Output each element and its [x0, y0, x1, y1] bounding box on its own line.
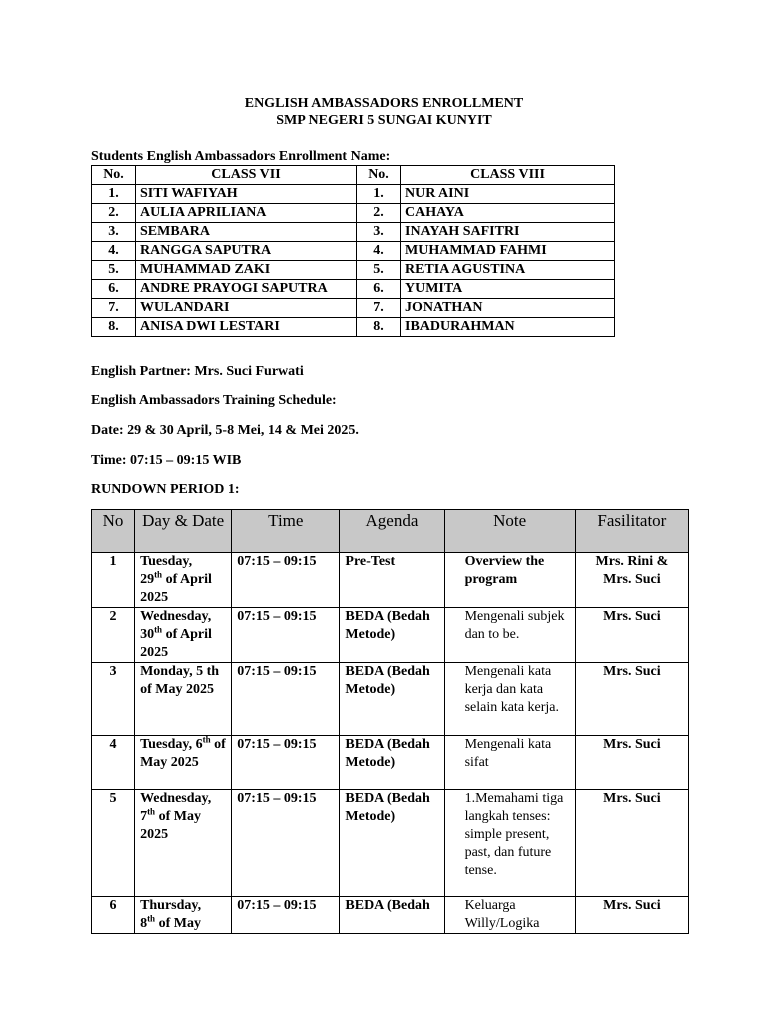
- class7-no: 4.: [92, 242, 136, 261]
- day-month-year: of April 2025: [140, 627, 212, 660]
- day-month-year: of May: [155, 916, 201, 931]
- table-row: [92, 553, 689, 608]
- class8-student-name: IBADURAHMAN: [401, 318, 615, 337]
- col-fasilitator: Fasilitator: [575, 510, 688, 553]
- day-ordinal-suffix: th: [147, 913, 156, 924]
- day-ordinal-suffix: th: [147, 806, 156, 817]
- class8-no: 5.: [357, 261, 401, 280]
- class7-student-name: RANGGA SAPUTRA: [136, 242, 357, 261]
- class7-no: 7.: [92, 299, 136, 318]
- class8-student-name: RETIA AGUSTINA: [401, 261, 615, 280]
- row-agenda: Pre-Test: [340, 553, 444, 608]
- col-no-8: No.: [357, 166, 401, 185]
- table-row: [92, 790, 689, 897]
- class7-student-name: SITI WAFIYAH: [136, 185, 357, 204]
- row-day-date: [135, 663, 232, 736]
- row-note: Overview the program: [444, 553, 575, 608]
- class8-no: 6.: [357, 280, 401, 299]
- row-fasilitator: Mrs. Rini & Mrs. Suci: [575, 553, 688, 608]
- class8-student-name: NUR AINI: [401, 185, 615, 204]
- table-row: [92, 280, 615, 299]
- row-note: Mengenali kata kerja dan kata selain kata kerja.: [444, 663, 575, 736]
- class7-no: 8.: [92, 318, 136, 337]
- english-partner: English Partner: Mrs. Suci Furwati: [91, 364, 304, 379]
- col-class8: CLASS VIII: [401, 166, 615, 185]
- school-name: SMP NEGERI 5 SUNGAI KUNYIT: [276, 113, 492, 128]
- day-text: Tuesday,: [140, 737, 196, 752]
- class8-student-name: INAYAH SAFITRI: [401, 223, 615, 242]
- row-note: Mengenali subjek dan to be.: [444, 608, 575, 663]
- rundown-table: [91, 509, 689, 934]
- row-fasilitator: Mrs. Suci: [575, 790, 688, 897]
- col-agenda: Agenda: [340, 510, 444, 553]
- row-day-date: [135, 736, 232, 790]
- row-time: 07:15 – 09:15: [232, 897, 340, 934]
- row-fasilitator: Mrs. Suci: [575, 736, 688, 790]
- day-text: Wednesday,: [140, 791, 212, 806]
- class8-no: 8.: [357, 318, 401, 337]
- day-number: 7: [140, 809, 148, 824]
- rundown-label: RUNDOWN PERIOD 1:: [91, 482, 240, 497]
- schedule-label: English Ambassadors Training Schedule:: [91, 393, 337, 408]
- table-row: [92, 204, 615, 223]
- class8-no: 1.: [357, 185, 401, 204]
- table-row: [92, 663, 689, 736]
- col-no: No: [92, 510, 135, 553]
- row-day-date: [135, 897, 232, 934]
- col-time: Time: [232, 510, 340, 553]
- class8-no: 2.: [357, 204, 401, 223]
- row-time: 07:15 – 09:15: [232, 790, 340, 897]
- class7-student-name: WULANDARI: [136, 299, 357, 318]
- class8-no: 3.: [357, 223, 401, 242]
- enrollment-table: [91, 165, 615, 337]
- col-day-date: Day & Date: [135, 510, 232, 553]
- day-ordinal-suffix: th: [154, 569, 163, 580]
- col-no-7: No.: [92, 166, 136, 185]
- day-number: 8: [140, 916, 148, 931]
- table-row: [92, 318, 615, 337]
- row-day-date: [135, 553, 232, 608]
- schedule-date: Date: 29 & 30 April, 5-8 Mei, 14 & Mei 2025.: [91, 423, 359, 438]
- row-fasilitator: Mrs. Suci: [575, 663, 688, 736]
- class7-student-name: MUHAMMAD ZAKI: [136, 261, 357, 280]
- enrollment-label: Students English Ambassadors Enrollment Name:: [91, 149, 391, 164]
- row-time: 07:15 – 09:15: [232, 663, 340, 736]
- row-fasilitator: Mrs. Suci: [575, 897, 688, 934]
- class7-no: 2.: [92, 204, 136, 223]
- table-row: [92, 736, 689, 790]
- day-text: Tuesday,: [140, 554, 193, 569]
- day-text: Thursday,: [140, 898, 202, 913]
- enrollment-header-row: [92, 166, 615, 185]
- class7-no: 3.: [92, 223, 136, 242]
- row-day-date: [135, 608, 232, 663]
- table-row: [92, 897, 689, 934]
- day-month-year: of May 2025: [140, 809, 201, 842]
- col-class7: CLASS VII: [136, 166, 357, 185]
- class7-student-name: ANISA DWI LESTARI: [136, 318, 357, 337]
- day-month-year: of May 2025: [140, 737, 226, 770]
- table-row: [92, 261, 615, 280]
- row-time: 07:15 – 09:15: [232, 736, 340, 790]
- class8-student-name: MUHAMMAD FAHMI: [401, 242, 615, 261]
- row-note: Mengenali kata sifat: [444, 736, 575, 790]
- row-no: 1: [92, 553, 135, 608]
- row-note: 1.Memahami tiga langkah tenses: simple present, past, dan future tense.: [444, 790, 575, 897]
- row-agenda: BEDA (Bedah: [340, 897, 444, 934]
- class7-student-name: SEMBARA: [136, 223, 357, 242]
- table-row: [92, 223, 615, 242]
- day-number: 6: [195, 737, 203, 752]
- row-agenda: BEDA (Bedah Metode): [340, 790, 444, 897]
- row-no: 3: [92, 663, 135, 736]
- class8-no: 4.: [357, 242, 401, 261]
- row-agenda: BEDA (Bedah Metode): [340, 736, 444, 790]
- class7-student-name: AULIA APRILIANA: [136, 204, 357, 223]
- document-title: ENGLISH AMBASSADORS ENROLLMENT: [244, 96, 524, 111]
- col-note: Note: [444, 510, 575, 553]
- day-number: 30: [140, 627, 155, 642]
- class7-no: 5.: [92, 261, 136, 280]
- table-row: [92, 608, 689, 663]
- class8-student-name: YUMITA: [401, 280, 615, 299]
- row-no: 5: [92, 790, 135, 897]
- row-fasilitator: Mrs. Suci: [575, 608, 688, 663]
- day-ordinal-suffix: th: [154, 624, 163, 635]
- day-text: Monday, 5 th of May 2025: [140, 664, 220, 697]
- row-note: Keluarga Willy/Logika: [444, 897, 575, 934]
- row-no: 6: [92, 897, 135, 934]
- class8-no: 7.: [357, 299, 401, 318]
- schedule-time: Time: 07:15 – 09:15 WIB: [91, 453, 242, 468]
- class8-student-name: CAHAYA: [401, 204, 615, 223]
- row-no: 2: [92, 608, 135, 663]
- day-month-year: of April 2025: [140, 572, 212, 605]
- row-time: 07:15 – 09:15: [232, 553, 340, 608]
- day-text: Wednesday,: [140, 609, 212, 624]
- row-agenda: BEDA (Bedah Metode): [340, 608, 444, 663]
- row-agenda: BEDA (Bedah Metode): [340, 663, 444, 736]
- class7-no: 6.: [92, 280, 136, 299]
- row-no: 4: [92, 736, 135, 790]
- rundown-header-row: [92, 510, 689, 553]
- class8-student-name: JONATHAN: [401, 299, 615, 318]
- day-number: 29: [140, 572, 155, 587]
- class7-student-name: ANDRE PRAYOGI SAPUTRA: [136, 280, 357, 299]
- table-row: [92, 299, 615, 318]
- table-row: [92, 185, 615, 204]
- table-row: [92, 242, 615, 261]
- day-ordinal-suffix: th: [202, 734, 211, 745]
- row-day-date: [135, 790, 232, 897]
- class7-no: 1.: [92, 185, 136, 204]
- row-time: 07:15 – 09:15: [232, 608, 340, 663]
